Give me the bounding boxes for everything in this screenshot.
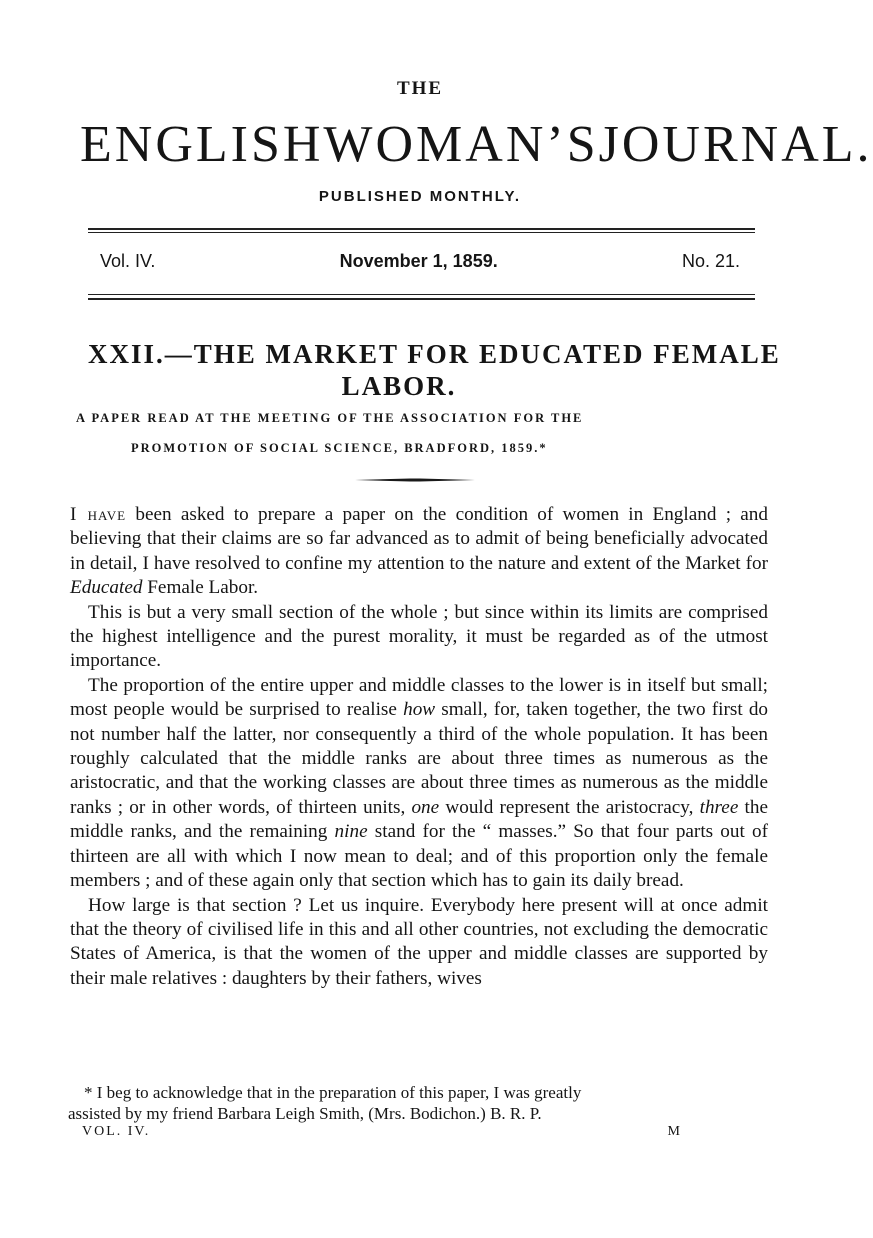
paragraph-1-emphasis: Educated [70,577,143,599]
paragraph-3-text-c: would represent the aristocracy, [439,796,700,818]
footnote [68,1082,768,1124]
footnote-line1: * I beg to acknowledge that in the preparation of this paper, I was greatly [84,1083,582,1102]
paragraph-3-text-d: the middle ranks, and the remaining [70,796,768,843]
paragraph-3-emphasis-one: one [411,796,440,818]
issue-date: November 1, 1859. [339,251,498,271]
article-title-line1: XXII.—THE MARKET FOR EDUCATED FEMALE [88,339,781,369]
article-body [70,503,768,991]
paragraph-3-emphasis-three: three [699,796,739,818]
issue-volume: Vol. IV. [100,251,156,271]
opening-words: I have [70,504,127,525]
paragraph-3 [70,674,768,894]
paragraph-3-text-a: The proportion of the entire upper and middle classes to the lower is in itself but small; most people would be surprised to realise [70,674,768,721]
article-subtitle [76,403,766,463]
paragraph-3-emphasis-how: how [403,699,436,721]
issue-number: No. 21. [681,251,740,271]
paragraph-3-text-b: small, for, taken together, the two first do not number half the latter, nor consequently a third of the whole population. It has been roughly calculated that the middle ranks are about three times as numerous as the aristocratic, and that the working classes are about three times as numerous as the middle ranks ; or in other words, of thirteen units, [70,699,769,818]
article-title-line2: LABOR. [341,371,457,401]
issue-line [100,251,740,272]
signature-mark: M [667,1124,682,1139]
article-title [88,338,788,402]
top-rule-thin [88,232,755,233]
footnote-line2: assisted by my friend Barbara Leigh Smith, (Mrs. Bodichon.) B. R. P. [68,1104,542,1123]
masthead-word-english: ENGLISH [80,116,324,173]
ornamental-dash-divider [355,478,475,482]
mid-rule-thin [88,294,755,295]
paragraph-1-text-b: Female Labor. [142,577,259,599]
paragraph-1 [70,503,768,601]
page-signature [82,1124,682,1140]
masthead-subtitle: PUBLISHED MONTHLY. [318,188,522,205]
masthead-word-journal: JOURNAL. [598,116,873,173]
paragraph-3-emphasis-nine: nine [334,821,368,843]
masthead-the: THE [396,78,444,99]
top-rule-thick [88,228,755,230]
paragraph-2: This is but a very small section of the whole ; but since within its limits are comprised the highest intelligence and the purest morality, it must be regarded as of the utmost importance. [70,601,768,672]
volume-mark: VOL. IV. [82,1124,151,1139]
article-subtitle-line1: A PAPER READ AT THE MEETING OF THE ASSOCIATION FOR THE [76,411,584,425]
paragraph-3-text-e: stand for the “ masses.” So that four parts out of thirteen are all with which I now mean to deal; and of this proportion only the female members ; and of these again only that section which has to gain its daily bread. [70,821,768,892]
paragraph-4: How large is that section ? Let us inquire. Everybody here present will at once admit that the theory of civilised life in this and all other countries, not excluding the democratic States of America, is that the women of the upper and middle classes are supported by their male relatives : daughters by their fathers, wives [70,894,768,989]
masthead-word-womans: WOMAN’S [323,116,599,173]
mid-rule-thick [88,298,755,300]
article-subtitle-line2: PROMOTION OF SOCIAL SCIENCE, BRADFORD, 1859.* [131,441,548,455]
masthead-title [80,110,873,180]
paragraph-1-text-a: been asked to prepare a paper on the condition of women in England ; and believing that their claims are so far advanced as to admit of being beneficially advocated in detail, I have resolved to confine my attention to the nature and extent of the Market for [70,504,768,574]
